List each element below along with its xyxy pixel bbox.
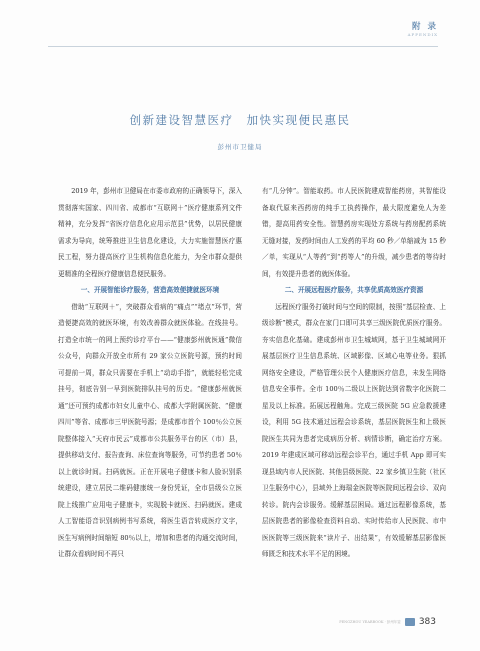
page-number: 383 bbox=[418, 617, 436, 627]
body-paragraph: 有“几分钟”。智能取药。市人民医院建成智能药房，其智能设备取代原来西药房的纯手工执药操作，最大限度避免人为差错，提高用药安全性。智慧药房实现处方系统与药房配药系统无缝对接，发药时间由人工发药的平均 60 秒／单缩减为 15 秒／单，实现从“人等药”到“药等人”的升级，减少患者的等待时间，有效提升患者的就医体验。 bbox=[262, 187, 446, 278]
article-title: 创新建设智慧医疗 加快实现便民惠民 bbox=[129, 113, 351, 127]
section-heading: 二、开展远程医疗服务，共享优质高效医疗资源 bbox=[284, 286, 424, 294]
body-paragraph: 借助“互联网＋”，突破群众看病的“痛点”“堵点”环节，营造便捷高效的就医环境，有效改善群众就医体验。在线挂号。打造全市统一的网上预约诊疗平台——“健康彭州就医通”微信公众号，向群众开放全市所有 29 家公立医院号源，预约时间可提前一周，群众只需要在手机上“动动手指”，就能轻松完成挂号，彻底告别一早到医院排队挂号的历史。“健康彭州就医通”还可预约成都市妇女儿童中心、成都大学附属医院、“健康四川”等省、成都市三甲医院号源；是成都市首个 100％公立医院整体接入“天府市民云”成都市公共服务平台的区（市）县，提供移动支付、报告查询、床位查询等服务，可节约患者 50％以上就诊时间。扫码就医。正在开展电子健康卡和人脸识别系统建设，建立居民二维码健康统一身份凭证，全市县级公立医院上线推广应用电子健康卡，实现脱卡就医、扫码就医。建成人工智能语音识别病例书写系统，将医生语音转成医疗文字，医生写病例时间缩短 80％以上，增加和患者的沟通交流时间，让群众看病时间不再只 bbox=[58, 302, 242, 558]
right-text-column bbox=[262, 183, 446, 563]
article-author: 彭州市卫健局 bbox=[217, 143, 263, 151]
body-paragraph: 2019 年，彭州市卫健局在市委市政府的正确领导下，深入贯彻落实国家、四川省、成都市“互联网＋”医疗健康系列文件精神，充分发挥“省医疗信息化应用示范县”优势，以居民健康需求为导向，统筹推进卫生信息化建设，大力实施智慧医疗惠民工程，努力提高医疗卫生机构信息化能力，为全市群众提供更精准的全程医疗健康信息便民服务。 bbox=[58, 187, 242, 278]
running-header bbox=[408, 22, 438, 37]
book-icon bbox=[405, 618, 415, 626]
header-rule bbox=[48, 46, 438, 47]
section-heading: 一、开展智能诊疗服务，营造高效便捷就医环境 bbox=[80, 286, 220, 294]
header-subtitle: APPENDIX bbox=[407, 32, 438, 37]
publication-name: PENGZHOU YEARBOOK · 彭州年鉴 bbox=[339, 619, 401, 624]
left-text-column bbox=[58, 183, 242, 563]
page-footer bbox=[339, 617, 436, 627]
header-title: 附 录 bbox=[412, 22, 438, 32]
body-paragraph: 远程医疗服务打破时间与空间的限制，按照“基层检查、上级诊断”模式，群众在家门口即可共享三级医院优质医疗服务。夯实信息化基础。建成彭州市卫生城域网，基于卫生城域网开展基层医疗卫生信息系统、区域影像、区域心电等业务。狠抓网络安全建设，严格管理公民个人健康医疗信息，未发生网络信息安全事件。全市 100％二级以上医院达到省数字化医院二星及以上标准。拓展远程触角。完成三级医院 5G 应急救援建设，利用 5G 技术通过远程会诊系统，基层医院医生和上级医院医生共同为患者完成病历分析、病情诊断，确定治疗方案。2019 年建成区域可移动远程会诊平台，通过手机 App 即可实现县域内市人民医院、其他县级医院、22 家乡镇卫生院（社区卫生服务中心），县域外上海瑞金医院等医院间远程会诊、双向转诊。院内会诊服务。缓解基层困局。通过远程影像系统，基层医院患者的影像检查资料自动、实时传给市人民医院、市中医医院等三级医院来“读片子、出结果”，有效缓解基层影像医师匮乏和技术水平不足的困境。 bbox=[262, 302, 446, 558]
